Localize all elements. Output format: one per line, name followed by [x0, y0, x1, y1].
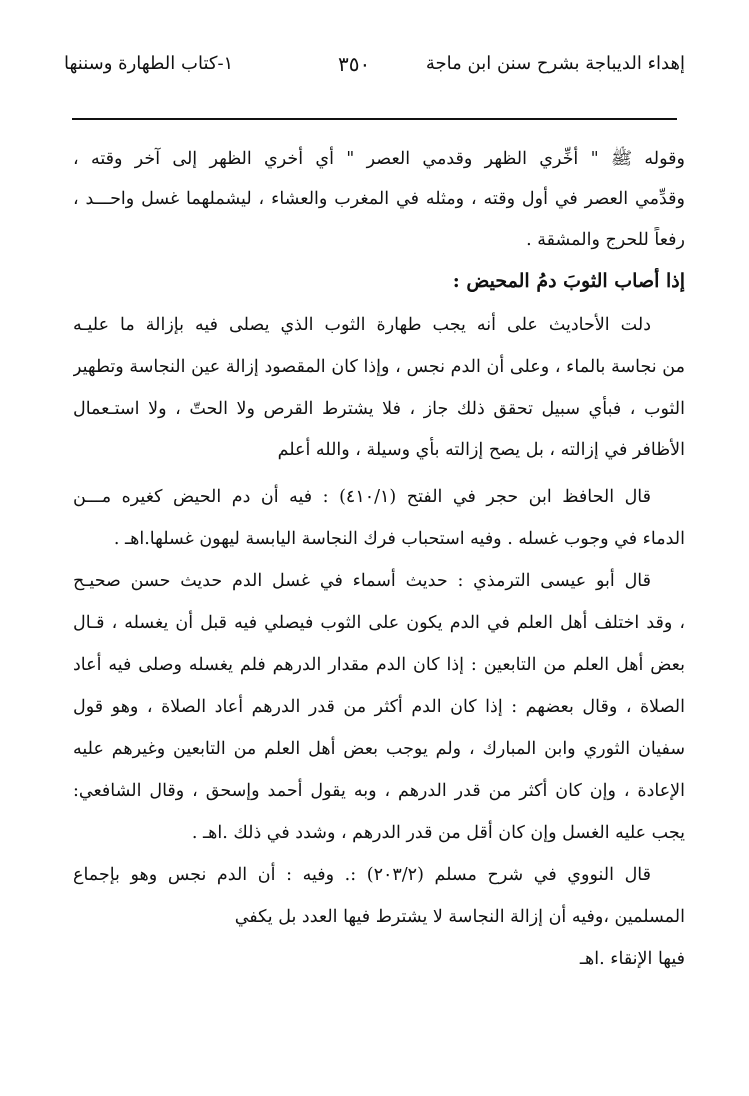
text-line: الصلاة ، وقال بعضهم : إذا كان الدم أكثر من قدر الدرهم أعاد الصلاة ، وهو قول	[73, 697, 685, 717]
text-line: ، وقد اختلف أهل العلم في الدم يكون على الثوب فيصلي فيه قبل أن يغسله ، قـال	[73, 613, 685, 633]
text-line: قال الحافظ ابن حجر في الفتح (٤١٠/١) : فيه أن دم الحيض كغيره مـــن	[73, 487, 651, 507]
text-line: وقدِّمي العصر في أول وقته ، ومثله في المغرب والعشاء ، ليشملهما غسل واحـــد ،	[73, 189, 685, 209]
text-line: قال النووي في شرح مسلم (٢٠٣/٢) :. وفيه : أن الدم نجس وهو بإجماع	[73, 865, 651, 885]
text-line: دلت الأحاديث على أنه يجب طهارة الثوب الذي يصلى فيه بإزالة ما عليـه	[73, 315, 651, 335]
text-line: قال أبو عيسى الترمذي : حديث أسماء في غسل الدم حديث حسن صحيـح	[73, 571, 651, 591]
text-line: الثوب ، فبأي سبيل تحقق ذلك جاز ، فلا يشترط القرص ولا الحتّ ، ولا استـعمال	[73, 399, 685, 419]
text-line: يجب عليه الغسل وإن كان أقل من قدر الدرهم ، وشدد في ذلك .اهـ .	[191, 823, 685, 843]
text-line: الأظافر في إزالته ، بل يصح إزالته بأي وسيلة ، والله أعلم	[277, 440, 685, 460]
text-line: بعض أهل العلم من التابعين : إذا كان الدم مقدار الدرهم فلم يغسله وصلى فيه أعاد	[73, 655, 685, 675]
text-line: فيها الإنقاء .اهـ	[579, 949, 685, 969]
header-chapter-title: ١-كتاب الطهارة وسننها	[64, 53, 234, 74]
text-line: رفعاً للحرج والمشقة .	[526, 230, 685, 250]
text-line: سفيان الثوري وابن المبارك ، ولم يوجب بعض أهل العلم من التابعين وغيرهم عليه	[73, 739, 685, 759]
text-line: الإعادة ، وإن كان أكثر من قدر الدرهم ، وبه يقول أحمد وإسحق ، وقال الشافعي:	[73, 781, 685, 801]
text-line: الدماء في وجوب غسله . وفيه استحباب فرك النجاسة اليابسة ليهون غسلها.اهـ .	[113, 529, 685, 549]
section-heading: إذا أصاب الثوبَ دمُ المحيض :	[452, 270, 685, 292]
text-line: المسلمين ،وفيه أن إزالة النجاسة لا يشترط فيها العدد بل يكفي	[234, 907, 685, 927]
header-page-number: ٣٥٠	[338, 52, 371, 76]
text-line: من نجاسة بالماء ، وعلى أن الدم نجس ، وإذا كان المقصود إزالة عين النجاسة وتطهير	[73, 357, 685, 377]
header-book-title: إهداء الديباجة بشرح سنن ابن ماجة	[425, 53, 685, 74]
header-divider	[72, 118, 677, 120]
text-line: وقوله ﷺ " أخِّري الظهر وقدمي العصر " أي أخري الظهر إلى آخر وقته ،	[73, 149, 685, 169]
